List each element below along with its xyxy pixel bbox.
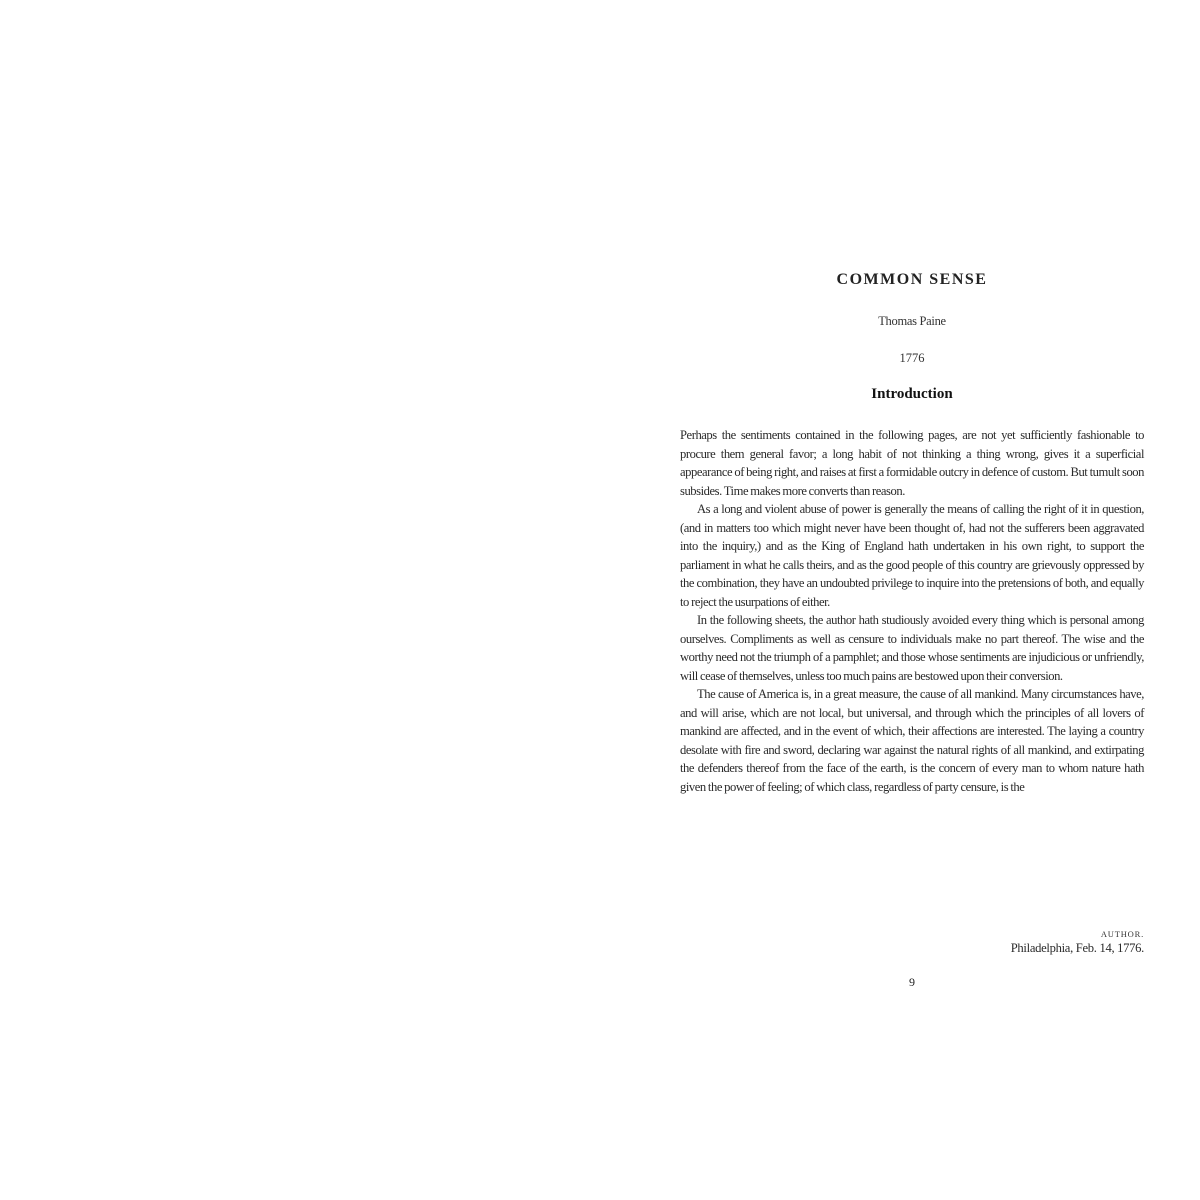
signature-place-date: Philadelphia, Feb. 14, 1776.	[1010, 941, 1144, 955]
signature-block	[1011, 929, 1144, 956]
paragraph: Perhaps the sentiments contained in the following pages, are not yet sufficiently fashionable to procure them general favor; a long habit of not thinking a thing wrong, gives it a superficial appearance of being right, and raises at first a formidable outcry in defence of custom. But tumult soon subsides. Time makes more converts than reason.	[680, 428, 1144, 498]
page-number: 9	[909, 975, 915, 989]
section-heading: Introduction	[871, 386, 953, 402]
book-title: COMMON SENSE	[836, 271, 988, 288]
signature-name: AUTHOR.	[1100, 929, 1144, 939]
paragraph: In the following sheets, the author hath studiously avoided every thing which is personal among ourselves. Compliments as well as censure to individuals make no part thereof. The wise and the worthy need not the triumph of a pamphlet; and those whose sentiments are injudicious or unfriendly, will cease of themselves, unless too much pains are bestowed upon their conversion.	[680, 613, 1144, 683]
body-text	[680, 426, 1144, 796]
publication-year: 1776	[899, 351, 925, 365]
author-name: Thomas Paine	[878, 314, 946, 328]
book-page	[680, 0, 1144, 1200]
paragraph: The cause of America is, in a great measure, the cause of all mankind. Many circumstances have, and will arise, which are not local, but universal, and through which the principles of all lovers of mankind are affected, and in the event of which, their affections are interested. The laying a country desolate with fire and sword, declaring war against the natural rights of all mankind, and extirpating the defenders thereof from the face of the earth, is the concern of every man to whom nature hath given the power of feeling; of which class, regardless of party censure, is the	[680, 687, 1144, 794]
paragraph: As a long and violent abuse of power is generally the means of calling the right of it in question, (and in matters too which might never have been thought of, had not the sufferers been aggravated into the inquiry,) and as the King of England hath undertaken in his own right, to support the parliament in what he calls theirs, and as the good people of this country are grievously oppressed by the combination, they have an undoubted privilege to inquire into the pretensions of both, and equally to reject the usurpations of either.	[680, 502, 1144, 609]
